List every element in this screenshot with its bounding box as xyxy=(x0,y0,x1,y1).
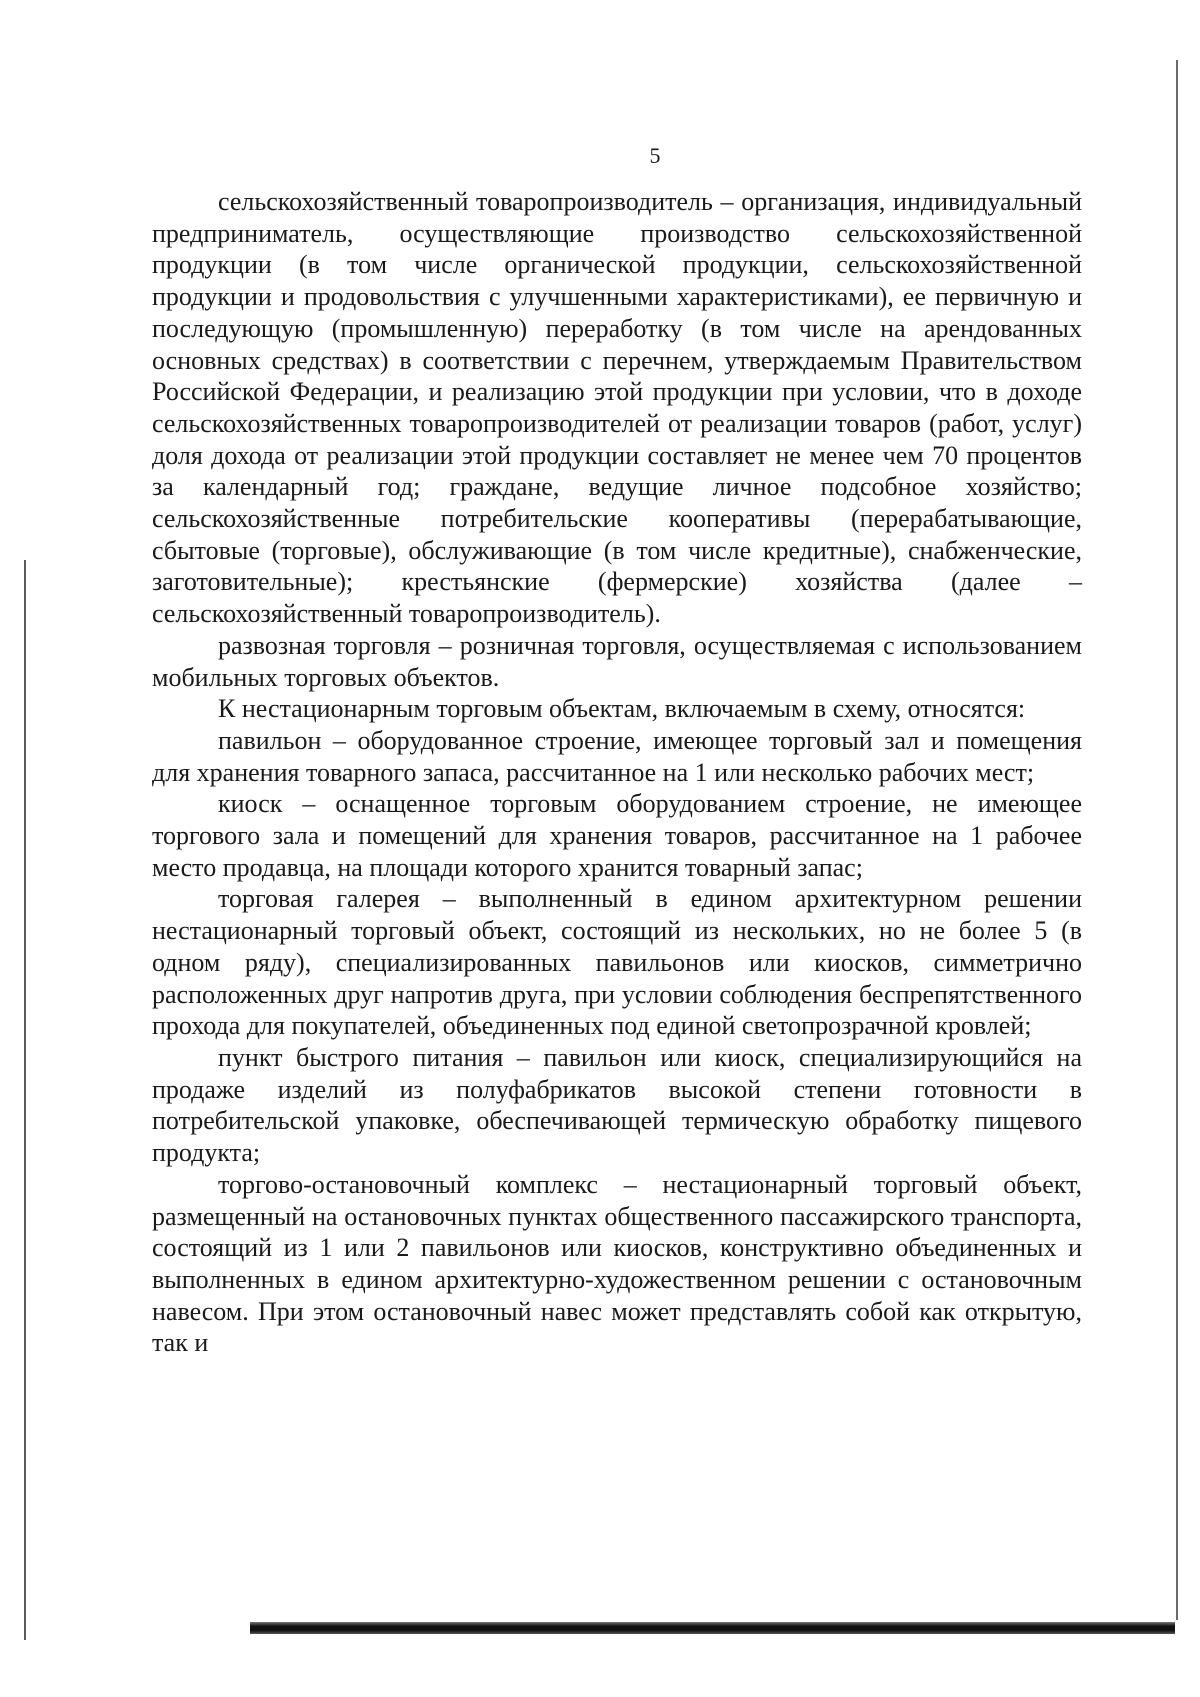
paragraph-definition-fast-food: пункт быстрого питания – павильон или киоск, специализирующийся на продаже изделий из полуфабрикатов высокой степени готовности в потребительской упаковке, обеспечивающей термическую обработку пищевого продукта; xyxy=(152,1042,1082,1168)
scan-edge-right xyxy=(1176,60,1178,1620)
paragraph-definition-stop-complex: торгово-остановочный комплекс – нестационарный торговый объект, размещенный на остановочных пунктах общественного пассажирского транспорта, состоящий из 1 или 2 павильонов или киосков, конструктивно объединенных и выполненных в едином архитектурно-художественном решении с остановочным навесом. При этом остановочный навес может представлять собой как открытую, так и xyxy=(152,1169,1082,1358)
scan-edge-left xyxy=(24,560,26,1640)
page-number: 5 xyxy=(649,143,661,168)
paragraph-definition-gallery: торговая галерея – выполненный в едином архитектурном решении нестационарный торговый объект, состоящий из нескольких, но не более 5 (в одном ряду), специализированных павильонов или киосков, симметрично расположенных друг напротив друга, при условии соблюдения беспрепятственного прохода для покупателей, объединенных под единой светопрозрачной кровлей; xyxy=(152,884,1082,1041)
paragraph-objects-intro: К нестационарным торговым объектам, включаемым в схему, относятся: xyxy=(218,694,1026,724)
paragraph-definition-pavilion: павильон – оборудованное строение, имеющее торговый зал и помещения для хранения товарного запаса, рассчитанное на 1 или несколько рабочих мест; xyxy=(152,725,1082,787)
paragraph-definition-kiosk: киоск – оснащенное торговым оборудованием строение, не имеющее торгового зала и помещений для хранения товаров, рассчитанное на 1 рабочее место продавца, на площади которого хранится товарный запас; xyxy=(152,789,1082,882)
paragraph-definition-producer: сельскохозяйственный товаропроизводитель – организация, индивидуальный предприниматель, осуществляющие производство сельскохозяйственной продукции (в том числе органической продукции, сельскохозяйственной продукции и продовольствия с улучшенными характеристиками), ее первичную и последующую (промышленную) переработку (в том числе на арендованных основных средствах) в соответствии с перечнем, утверждаемым Правительством Российской Федерации, и реализацию этой продукции при условии, что в доходе сельскохозяйственных товаропроизводителей от реализации товаров (работ, услуг) доля дохода от реализации этой продукции составляет не менее чем 70 процентов за календарный год; граждане, ведущие личное подсобное хозяйство; сельскохозяйственные потребительские кооперативы (перерабатывающие, сбытовые (торговые), обслуживающие (в том числе кредитные), снабженческие, заготовительные); крестьянские (фермерские) хозяйства (далее – сельскохозяйственный товаропроизводитель). xyxy=(152,187,1082,629)
scan-edge-bottom xyxy=(250,1622,1175,1634)
paragraph-definition-mobile-trade: развозная торговля – розничная торговля, осуществляемая с использованием мобильных торговых объектов. xyxy=(152,630,1082,692)
document-body xyxy=(152,186,1082,1359)
